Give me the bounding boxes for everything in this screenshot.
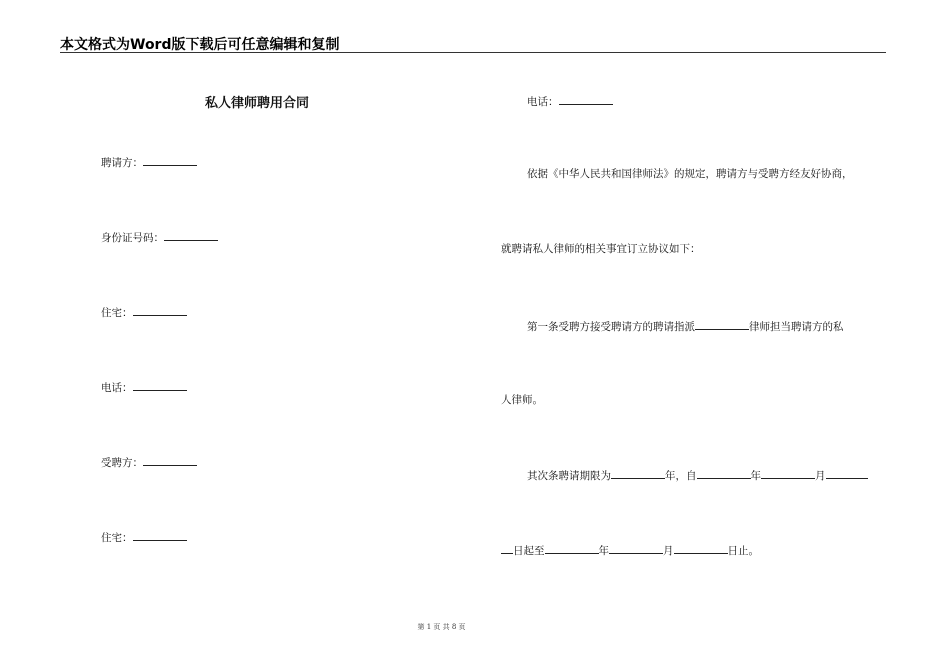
term-years-blank bbox=[611, 467, 665, 479]
end-day-blank bbox=[674, 542, 728, 554]
retained-address-label: 住宅： bbox=[101, 532, 133, 544]
page-header-text: 本文格式为Word版下载后可任意编辑和复制 bbox=[60, 37, 340, 53]
start-day-blank-cont bbox=[501, 542, 513, 554]
end-year-blank bbox=[545, 542, 599, 554]
client-phone-label: 电话： bbox=[101, 382, 133, 394]
end-month-blank bbox=[609, 542, 663, 554]
article-1-suffix: 律师担当聘请方的私 bbox=[749, 321, 844, 333]
id-number-blank bbox=[164, 229, 218, 241]
page-number: 第 1 页 共 8 页 bbox=[417, 623, 466, 631]
id-number-field bbox=[101, 229, 218, 245]
start-day-blank bbox=[826, 467, 868, 479]
client-phone-field bbox=[101, 379, 187, 395]
retained-phone-label: 电话： bbox=[527, 96, 559, 108]
header-divider bbox=[60, 52, 886, 53]
retained-address-blank bbox=[133, 529, 187, 541]
article-2-day-from: 日起至 bbox=[513, 545, 545, 557]
article-2-month2: 月 bbox=[663, 545, 674, 557]
article-2-year-label: 年 bbox=[750, 470, 761, 482]
id-number-label: 身份证号码： bbox=[101, 232, 164, 244]
lawyer-name-blank bbox=[695, 318, 749, 330]
paragraph-intro-line1: 依据《中华人民共和国律师法》的规定，聘请方与受聘方经友好协商， bbox=[527, 168, 853, 180]
client-phone-blank bbox=[133, 379, 187, 391]
client-address-field bbox=[101, 304, 187, 320]
article-2-line1 bbox=[527, 467, 868, 483]
article-2-year-from: 年，自 bbox=[665, 470, 697, 482]
article-2-prefix: 其次条聘请期限为 bbox=[527, 470, 611, 482]
document-title: 私人律师聘用合同 bbox=[205, 96, 310, 111]
client-blank bbox=[143, 154, 197, 166]
client-address-blank bbox=[133, 304, 187, 316]
retained-address-field bbox=[101, 529, 187, 545]
retained-party-blank bbox=[143, 454, 197, 466]
start-year-blank bbox=[697, 467, 751, 479]
retained-phone-blank bbox=[559, 93, 613, 105]
retained-party-label: 受聘方： bbox=[101, 457, 143, 469]
article-2-end: 日止。 bbox=[727, 545, 759, 557]
article-2-month-label: 月 bbox=[815, 470, 826, 482]
article-1-line2: 人律师。 bbox=[501, 394, 543, 406]
client-label: 聘请方： bbox=[101, 157, 143, 169]
client-address-label: 住宅： bbox=[101, 307, 133, 319]
start-month-blank bbox=[761, 467, 815, 479]
article-1-line1 bbox=[527, 318, 844, 334]
paragraph-intro-line2: 就聘请私人律师的相关事宜订立协议如下： bbox=[501, 243, 701, 255]
article-1-prefix: 第一条受聘方接受聘请方的聘请指派 bbox=[527, 321, 695, 333]
retained-party-field bbox=[101, 454, 197, 470]
client-name-field bbox=[101, 154, 197, 170]
retained-phone-field bbox=[527, 93, 613, 109]
article-2-line2 bbox=[501, 542, 759, 558]
article-2-year3: 年 bbox=[598, 545, 609, 557]
